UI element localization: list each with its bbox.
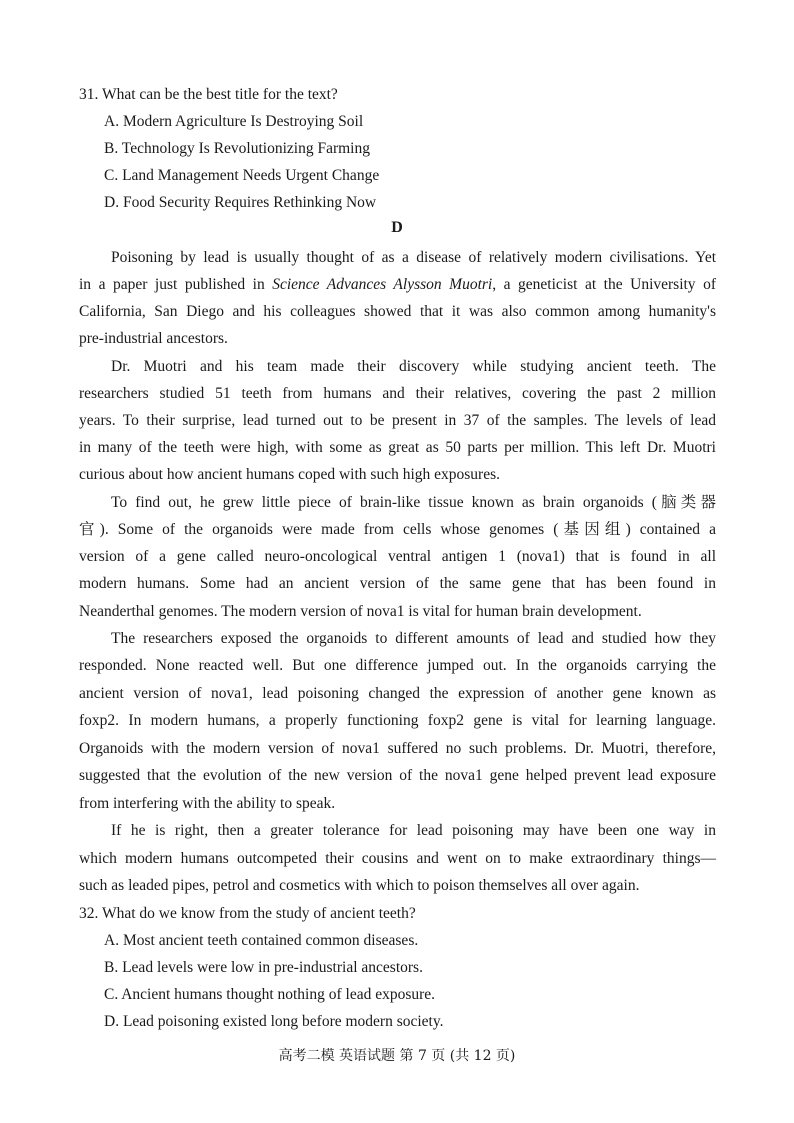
q32-stem: 32. What do we know from the study of ancient teeth?: [79, 905, 416, 922]
p5-line-1: If he is right, then a greater tolerance for lead poisoning may have been one way in: [111, 822, 716, 839]
journal-author-name: Science Advances Alysson Muotri: [272, 276, 493, 293]
p3-line-3: version of a gene called neuro-oncological ventral antigen 1 (nova1) that is found in all: [79, 548, 716, 565]
p3-line-4: modern humans. Some had an ancient version of the same gene that has been found in: [79, 575, 716, 592]
q32-option-a: A. Most ancient teeth contained common diseases.: [104, 932, 419, 949]
q31-option-d: D. Food Security Requires Rethinking Now: [104, 194, 377, 211]
p4-line-4: foxp2. In modern humans, a properly functioning foxp2 gene is vital for learning language.: [79, 712, 716, 729]
q32-option-d: D. Lead poisoning existed long before modern society.: [104, 1013, 444, 1030]
p2-line-4: in many of the teeth were high, with some as great as 50 parts per million. This left Dr. Muotri: [79, 439, 716, 456]
p3-line-1: To find out, he grew little piece of brain-like tissue known as brain organoids (脑类器: [111, 494, 716, 511]
p2-line-1: Dr. Muotri and his team made their discovery while studying ancient teeth. The: [111, 358, 716, 375]
p1-line-2: in a paper just published in Science Advances Alysson Muotri, a geneticist at the University of: [79, 276, 716, 293]
p1-line-4: pre-industrial ancestors.: [79, 330, 228, 347]
p2-line-2: researchers studied 51 teeth from humans and their relatives, covering the past 2 million: [79, 385, 716, 402]
p4-line-5: Organoids with the modern version of nova1 suffered no such problems. Dr. Muotri, therefore,: [79, 740, 716, 757]
section-heading: D: [391, 219, 403, 236]
p4-line-6: suggested that the evolution of the new version of the nova1 gene helped prevent lead exposure: [79, 767, 716, 784]
p1-line-1: Poisoning by lead is usually thought of as a disease of relatively modern civilisations. Yet: [111, 249, 716, 266]
p2-line-3: years. To their surprise, lead turned out to be present in 37 of the samples. The levels of lead: [79, 412, 716, 429]
page-footer: 高考二模 英语试题 第 7 页 (共 12 页): [278, 1048, 516, 1064]
p1-line-3: California, San Diego and his colleagues showed that it was also common among humanity's: [79, 303, 716, 320]
q31-option-b: B. Technology Is Revolutionizing Farming: [104, 140, 370, 157]
q31-option-c: C. Land Management Needs Urgent Change: [104, 167, 380, 184]
q31-option-a: A. Modern Agriculture Is Destroying Soil: [104, 113, 364, 130]
p5-line-2: which modern humans outcompeted their cousins and went on to make extraordinary things—: [79, 850, 716, 867]
p4-line-3: ancient version of nova1, lead poisoning changed the expression of another gene known as: [79, 685, 716, 702]
p4-line-2: responded. None reacted well. But one difference jumped out. In the organoids carrying the: [79, 657, 716, 674]
p4-line-1: The researchers exposed the organoids to different amounts of lead and studied how they: [111, 630, 716, 647]
p4-line-7: from interfering with the ability to speak.: [79, 795, 336, 812]
p3-line-5: Neanderthal genomes. The modern version of nova1 is vital for human brain development.: [79, 603, 642, 620]
q31-stem: 31. What can be the best title for the text?: [79, 86, 338, 103]
q32-option-b: B. Lead levels were low in pre-industrial ancestors.: [104, 959, 423, 976]
p3-line-2: 官). Some of the organoids were made from cells whose genomes (基因组) contained a: [79, 521, 716, 538]
q32-option-c: C. Ancient humans thought nothing of lead exposure.: [104, 986, 436, 1003]
p2-line-5: curious about how ancient humans coped with such high exposures.: [79, 466, 500, 483]
p5-line-3: such as leaded pipes, petrol and cosmetics with which to poison themselves all over again.: [79, 877, 640, 894]
